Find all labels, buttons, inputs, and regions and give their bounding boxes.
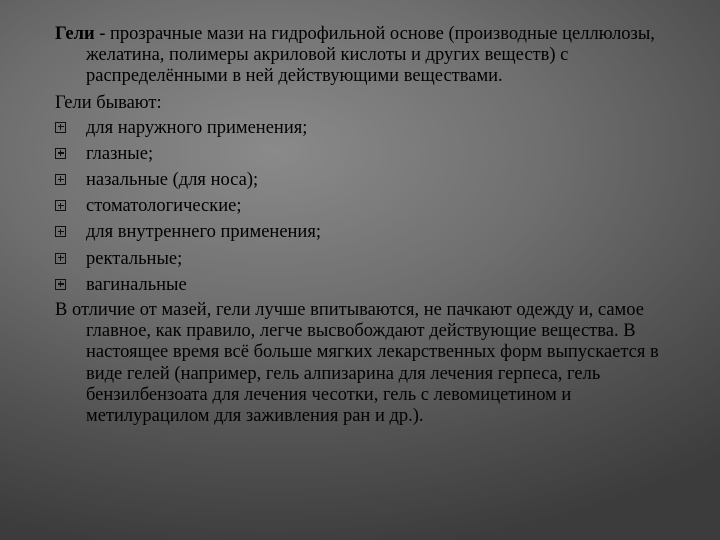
intro-paragraph: [55, 24, 685, 88]
checkbox-bullet-icon: [55, 226, 66, 237]
list-item-label: назальные (для носа);: [86, 169, 259, 190]
checkbox-bullet-icon: [55, 253, 66, 264]
checkbox-bullet-icon: [55, 200, 66, 211]
list-item-label: вагинальные: [86, 274, 187, 295]
list-item: [55, 141, 685, 167]
list-item: [55, 193, 685, 219]
checkbox-bullet-icon: [55, 279, 66, 290]
list-item: [55, 167, 685, 193]
intro-definition: - прозрачные мази на гидрофильной основе (производные целлюлозы, желатина, полимеры акриловой кислоты и других веществ) с распределёнными в ней действующими веществами.: [86, 24, 655, 87]
checkbox-bullet-icon: [55, 148, 66, 159]
list-item: [55, 115, 685, 141]
checkbox-bullet-icon: [55, 174, 66, 185]
list-item-label: для наружного применения;: [86, 117, 308, 138]
list-item-label: ректальные;: [86, 248, 183, 269]
intro-term: Гели: [55, 24, 95, 44]
list-item-label: глазные;: [86, 143, 154, 164]
checkbox-bullet-icon: [55, 122, 66, 133]
conclusion-paragraph: В отличие от мазей, гели лучше впитываются, не пачкают одежду и, самое главное, как правило, легче высвобождают действующие вещества. В настоящее время всё больше мягких лекарственных форм выпускается в виде гелей (например, гель алпизарина для лечения герпеса, гель бензилбензоата для лечения чесотки, гель с левомицетином и метилурацилом для заживления ран и др.).: [55, 299, 659, 426]
list-item-label: стоматологические;: [86, 196, 242, 217]
types-list: [55, 115, 685, 298]
list-item: [55, 219, 685, 245]
list-item: [55, 272, 685, 298]
list-item-label: для внутреннего применения;: [86, 222, 321, 243]
types-heading: Гели бывают:: [55, 92, 162, 113]
slide-content: [55, 24, 685, 427]
list-item: [55, 246, 685, 272]
